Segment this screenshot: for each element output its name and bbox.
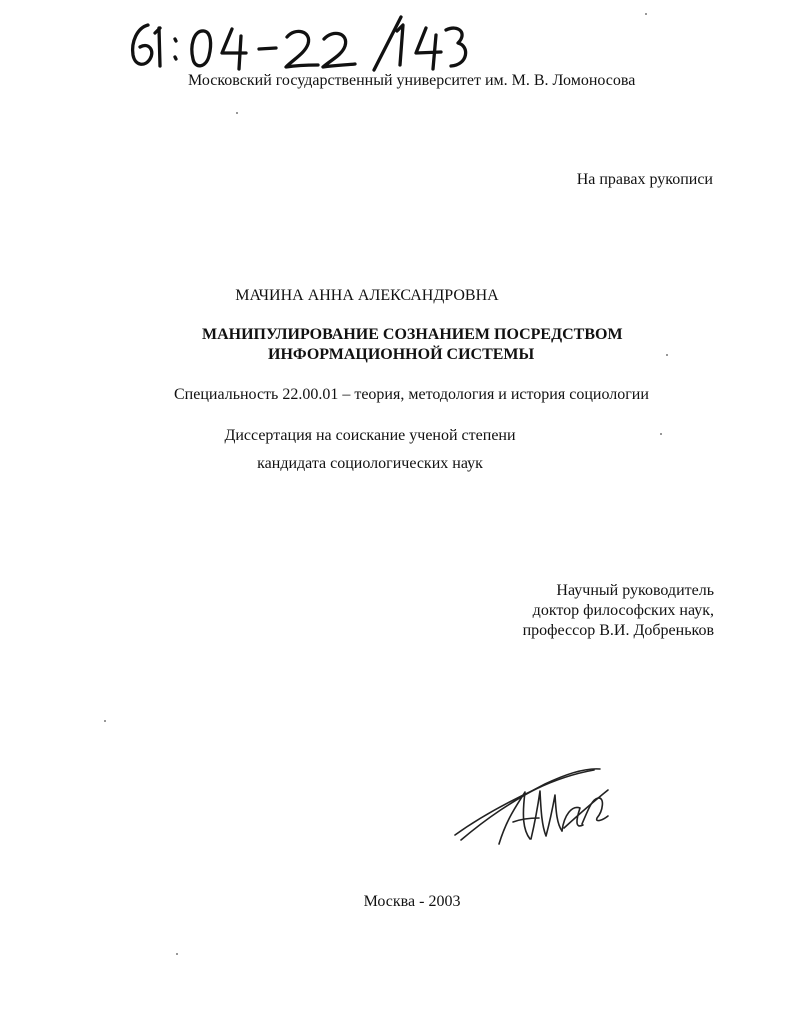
scan-speck [176, 953, 178, 955]
scan-speck [666, 354, 668, 356]
supervisor-block [523, 581, 714, 641]
degree-purpose-line: Диссертация на соискание ученой степени [224, 427, 516, 444]
scan-speck [645, 13, 647, 15]
manuscript-rights-note: На правах рукописи [576, 171, 713, 188]
author-name: МАЧИНА АННА АЛЕКСАНДРОВНА [235, 287, 499, 304]
supervisor-name: профессор В.И. Добреньков [522, 622, 714, 639]
supervisor-degree: доктор философских наук, [532, 602, 714, 619]
university-name: Московский государственный университет им. М. В. Ломоносова [188, 72, 636, 89]
scan-speck [660, 433, 662, 435]
handwritten-signature-image [452, 760, 622, 860]
handwritten-catalog-number [120, 8, 470, 80]
city-and-year: Москва - 2003 [363, 893, 461, 910]
specialty-line: Специальность 22.00.01 – теория, методология и история социологии [174, 386, 649, 403]
dissertation-title-line-2: ИНФОРМАЦИОННОЙ СИСТЕМЫ [268, 346, 535, 363]
dissertation-title-line-1: МАНИПУЛИРОВАНИЕ СОЗНАНИЕМ ПОСРЕДСТВОМ [202, 326, 623, 343]
degree-name-line: кандидата социологических наук [257, 455, 483, 472]
supervisor-role: Научный руководитель [556, 582, 714, 599]
scan-speck [236, 112, 238, 114]
scan-speck [104, 720, 106, 722]
